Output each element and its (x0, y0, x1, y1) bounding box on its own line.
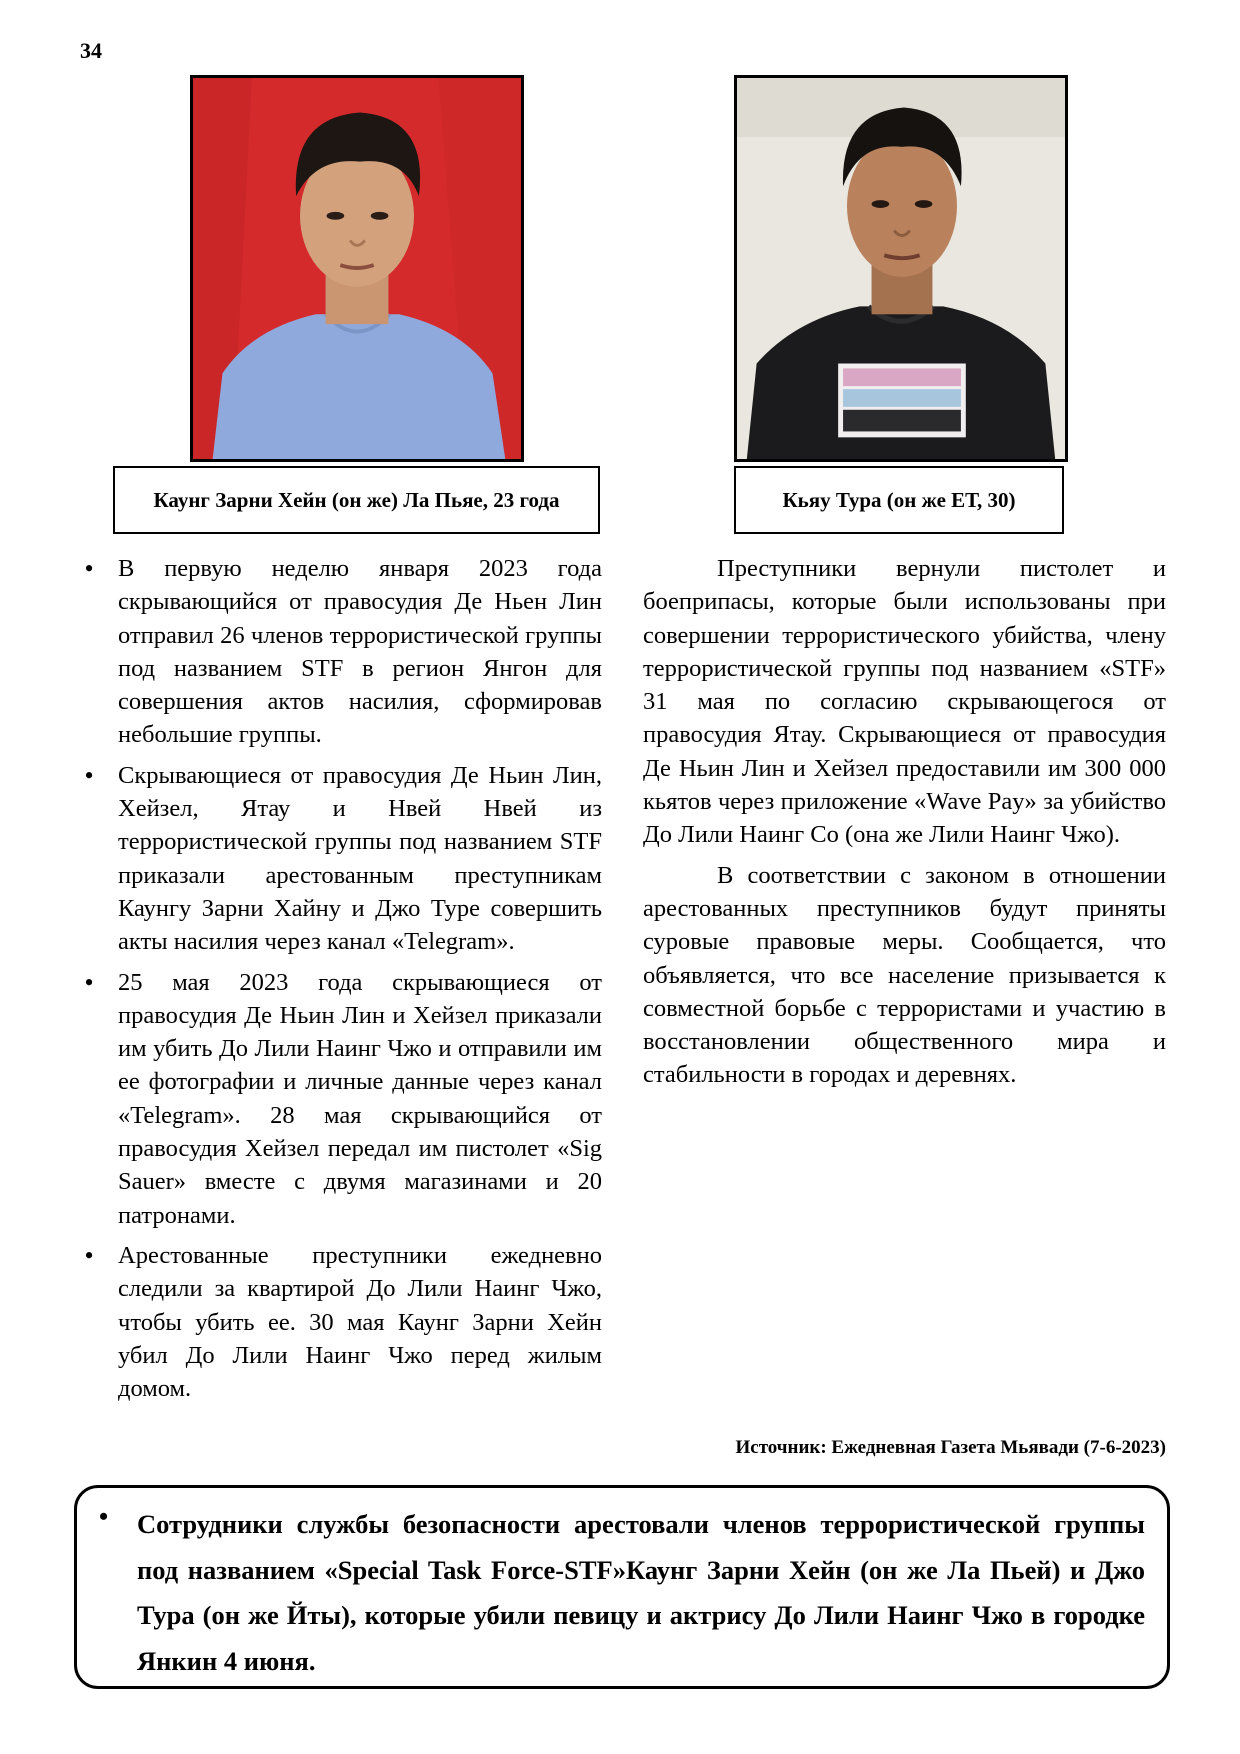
portrait-image-left (193, 78, 521, 459)
right-column (643, 552, 1166, 1099)
bullet-list (78, 552, 602, 1405)
suspect-photo-right (734, 75, 1068, 462)
list-item-text: Арестованные преступники ежедневно следили за квартирой До Лили Наинг Чжо, чтобы убить ее. 30 мая Каунг Зарни Хейн убил До Лили Наинг Чжо перед жилым домом. (118, 1241, 602, 1403)
page-number: 34 (80, 38, 102, 63)
bullet-icon: • (99, 1502, 109, 1531)
list-item (78, 552, 602, 752)
summary-item (91, 1502, 1145, 1684)
bullet-icon: • (84, 1240, 94, 1270)
list-item (78, 966, 602, 1232)
bullet-icon: • (84, 967, 94, 997)
summary-box (74, 1485, 1170, 1689)
bullet-icon: • (84, 554, 94, 583)
suspect-photo-left (190, 75, 524, 462)
bullet-icon: • (84, 760, 94, 790)
caption-left: Каунг Зарни Хейн (он же) Ла Пьяе, 23 года (113, 466, 600, 534)
portrait-image-right (737, 78, 1065, 459)
list-item-text: Скрывающиеся от правосудия Де Ньин Лин, Хейзел, Ятау и Нвей Нвей из террористической группы под названием STF приказали арестованным преступникам Каунгу Зарни Хайну и Джо Туре совершить акты насилия через канал «Telegram». (118, 761, 602, 956)
left-column (78, 552, 602, 1412)
list-item (78, 759, 602, 959)
list-item-text: 25 мая 2023 года скрывающиеся от правосудия Де Ньин Лин и Хейзел приказали им убить До Лили Наинг Чжо и отправили им ее фотографии и личные данные через канал «Telegram». 28 мая скрывающийся от правосудия Хейзел передал им пистолет «Sig Sauer» вместе с двумя магазинами и 20 патронами. (118, 968, 602, 1229)
source-citation: Источник: Ежедневная Газета Мьявади (7-6-2023) (735, 1437, 1166, 1458)
summary-text: Сотрудники службы безопасности арестовали членов террористической группы под названием «Special Task Force-STF»Каунг Зарни Хейн (он же Ла Пьей) и Джо Тура (он же Йты), которые убили певицу и актрису До Лили Наинг Чжо в городке Янкин 4 июня. (137, 1509, 1145, 1676)
paragraph: В соответствии с законом в отношении арестованных преступников будут приняты суровые правовые меры. Сообщается, что объявляется, что все население призывается к совместной борьбе с террористами и участию в восстановлении общественного мира и стабильности в городах и деревнях. (643, 861, 1166, 1089)
list-item (78, 1239, 602, 1405)
caption-right: Кьяу Тура (он же ЕТ, 30) (734, 466, 1064, 534)
paragraph: Преступники вернули пистолет и боеприпасы, которые были использованы при совершении террористического убийства, члену террористической группы под названием «STF» 31 мая по согласию скрывающегося от правосудия Ятау. Скрывающиеся от правосудия Де Ньин Лин и Хейзел предоставили им 300 000 кьятов через приложение «Wave Pay» за убийство До Лили Наинг Со (она же Лили Наинг Чжо). (643, 555, 1166, 849)
list-item-text: В первую неделю января 2023 года скрывающийся от правосудия Де Ньен Лин отправил 26 членов террористической группы под названием STF в регион Янгон для совершения актов насилия, сформировав небольшие группы. (118, 555, 602, 749)
